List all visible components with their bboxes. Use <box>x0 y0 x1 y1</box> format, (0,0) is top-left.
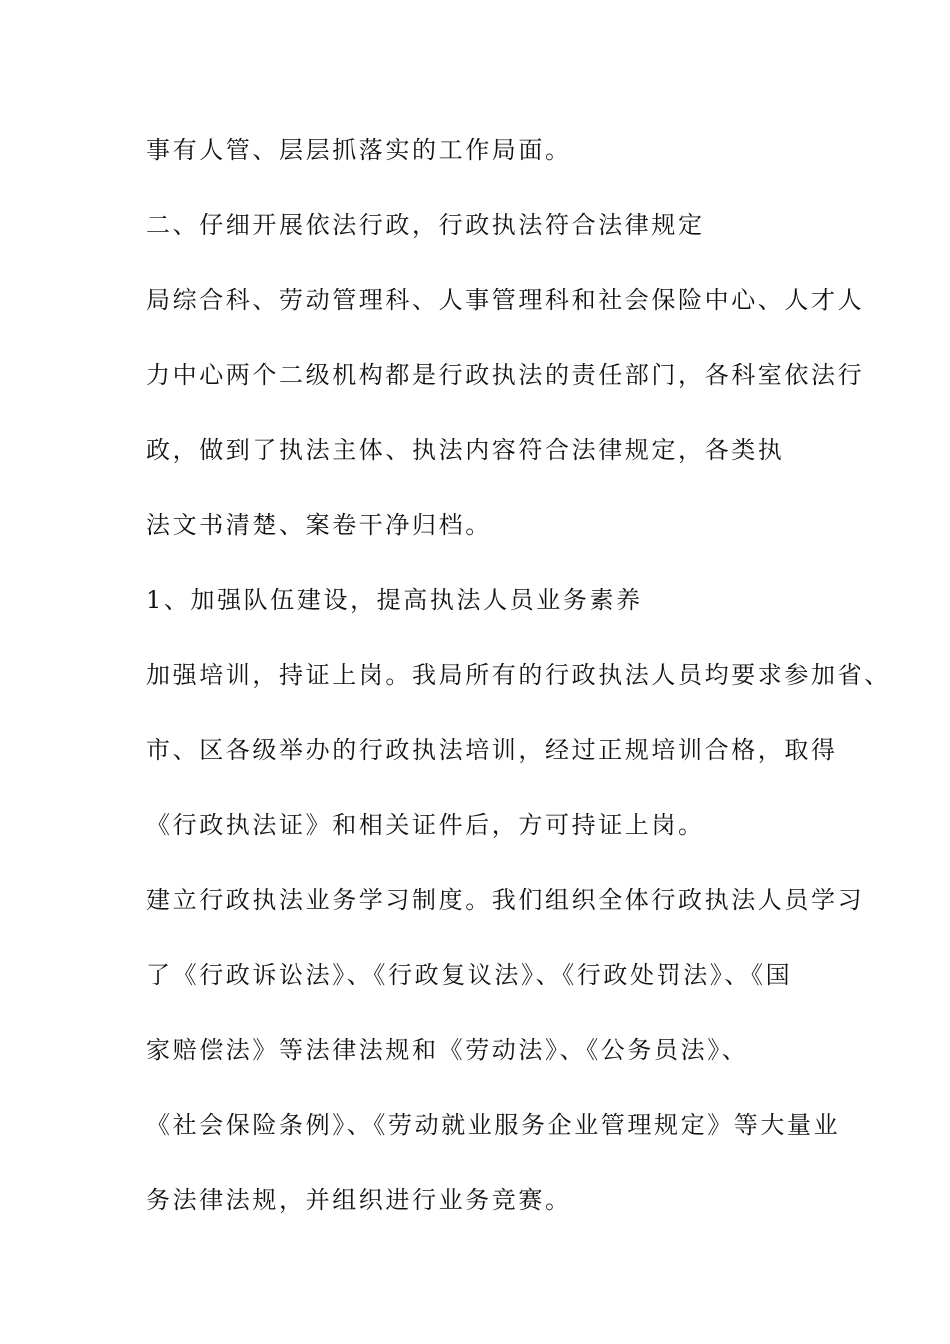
text-line-8: 加强培训，持证上岗。我局所有的行政执法人员均要求参加省、 <box>146 661 891 689</box>
text-line-4: 力中心两个二级机构都是行政执法的责任部门，各科室依法行 <box>146 361 865 389</box>
subsection-heading-1: 1、加强队伍建设，提高执法人员业务素养 <box>146 586 643 614</box>
text-line-10: 《行政执法证》和相关证件后，方可持证上岗。 <box>146 811 705 839</box>
text-line-12: 了《行政诉讼法》、《行政复议法》、《行政处罚法》、《国 <box>146 961 793 989</box>
section-heading-2: 二、仔细开展依法行政，行政执法符合法律规定 <box>146 211 705 239</box>
text-line-6: 法文书清楚、案卷干净归档。 <box>146 511 492 539</box>
text-line-14: 《社会保险条例》、《劳动就业服务企业管理规定》等大量业 <box>146 1111 841 1139</box>
text-line-9: 市、区各级举办的行政执法培训，经过正规培训合格，取得 <box>146 736 838 764</box>
text-line-13: 家赔偿法》等法律法规和《劳动法》、《公务员法》、 <box>146 1036 749 1064</box>
text-line-5: 政，做到了执法主体、执法内容符合法律规定，各类执 <box>146 436 785 464</box>
text-line-11: 建立行政执法业务学习制度。我们组织全体行政执法人员学习 <box>146 886 865 914</box>
text-line-3: 局综合科、劳动管理科、人事管理科和社会保险中心、人才人 <box>146 286 865 314</box>
text-line-15: 务法律法规，并组织进行业务竞赛。 <box>146 1186 572 1214</box>
text-line-1: 事有人管、层层抓落实的工作局面。 <box>146 136 572 164</box>
